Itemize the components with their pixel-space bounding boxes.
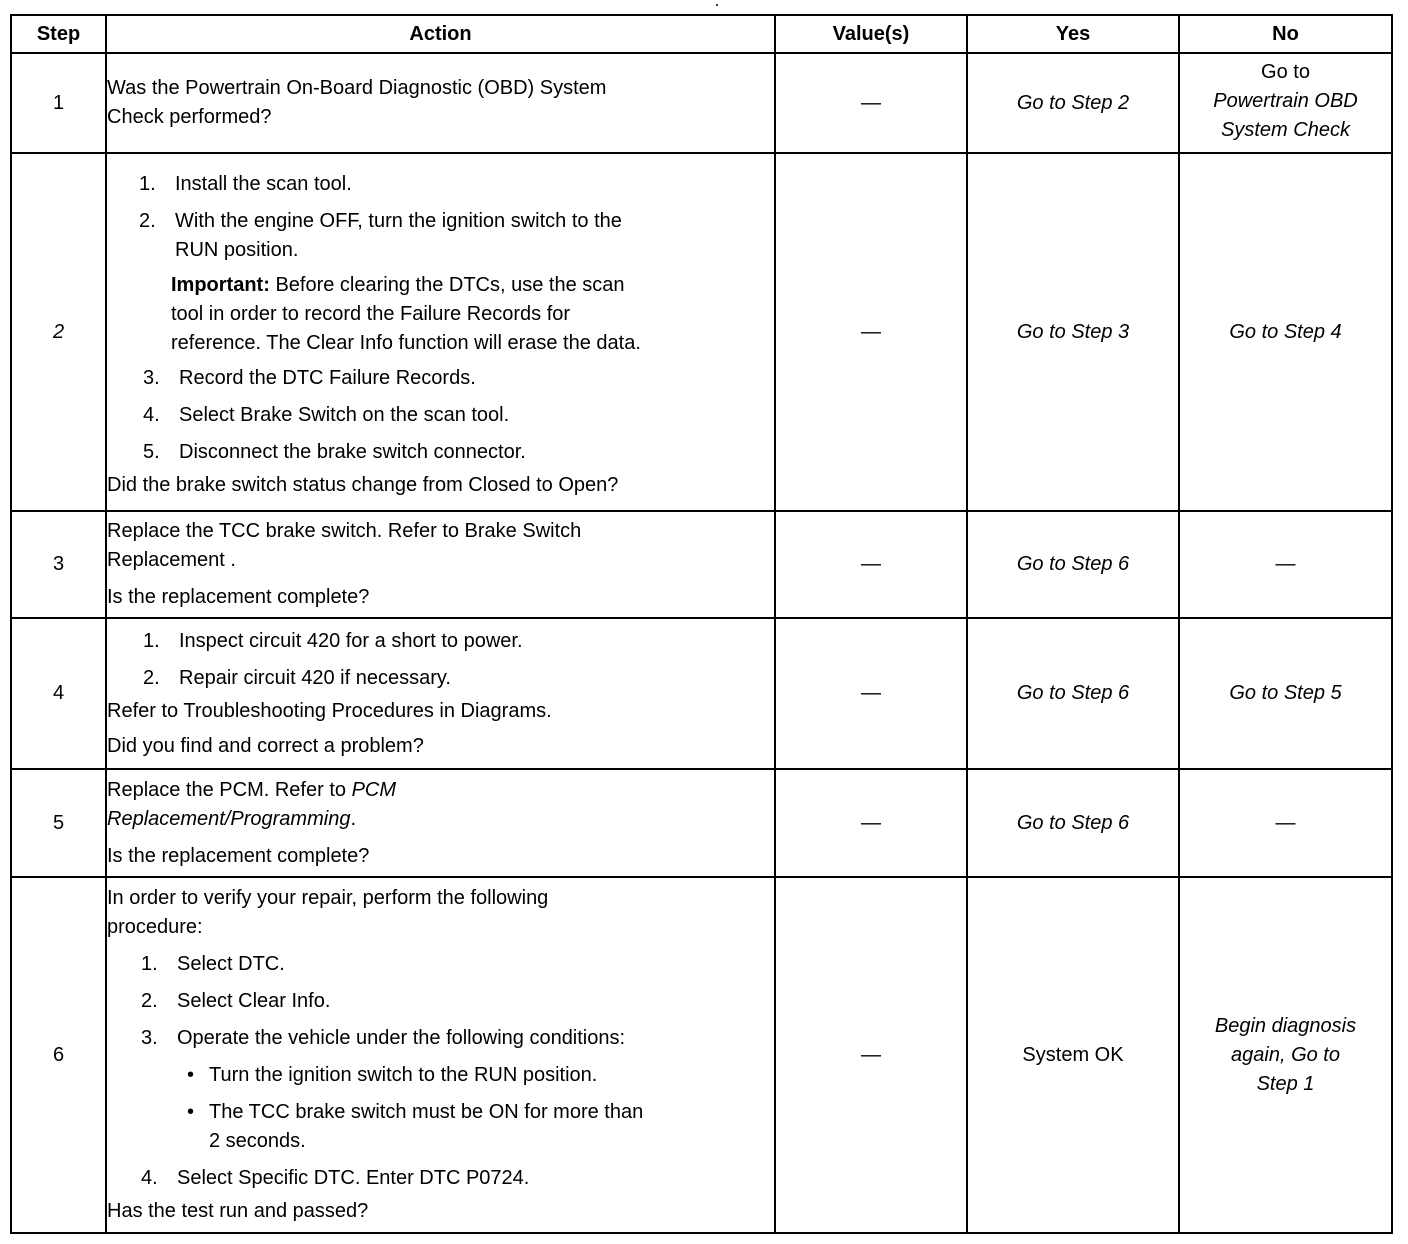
no-cell (1179, 53, 1392, 153)
important-note (107, 265, 774, 364)
action-text-italic: PCM (351, 778, 397, 801)
item-number: 4. (141, 1167, 158, 1189)
action-text (107, 776, 774, 805)
item-number: 3. (143, 367, 160, 389)
no-text: Go to (1261, 60, 1310, 83)
item-number: 5. (143, 441, 160, 463)
list-item (107, 987, 774, 1016)
list-item (107, 364, 774, 393)
item-number: 2. (143, 666, 160, 689)
no-cell (1179, 153, 1392, 511)
yes-cell (967, 153, 1179, 511)
bullet-mark: • (187, 1064, 195, 1086)
list-item (107, 950, 774, 979)
item-text-line: With the engine OFF, turn the ignition switch to the (175, 210, 622, 232)
yes-cell (967, 618, 1179, 769)
action-text-plain: Replace the PCM. Refer to (107, 778, 352, 801)
yes-cell (967, 769, 1179, 877)
question-text: Is the replacement complete? (107, 844, 370, 867)
step-number: 1 (11, 53, 106, 153)
action-cell (106, 53, 775, 153)
no-cell (1179, 877, 1392, 1233)
important-label: Important: (171, 274, 270, 296)
step-number: 4 (11, 618, 106, 769)
step-number: 5 (11, 769, 106, 877)
question-text: Is the replacement complete? (107, 586, 370, 608)
action-text: procedure: (107, 916, 203, 938)
no-text: Go to Step 4 (1229, 320, 1342, 343)
item-text: Disconnect the brake switch connector. (179, 441, 526, 463)
value-cell: — (775, 877, 967, 1233)
item-text: Select Brake Switch on the scan tool. (179, 404, 510, 426)
bullet-item (107, 1061, 774, 1090)
question-text: Has the test run and passed? (107, 1200, 369, 1222)
item-text: Repair circuit 420 if necessary. (179, 666, 451, 689)
no-text: Begin diagnosis (1214, 1014, 1357, 1037)
action-cell (106, 877, 775, 1233)
header-step: Step (11, 15, 106, 53)
list-item (107, 664, 774, 693)
bullet-text: Turn the ignition switch to the RUN position. (209, 1064, 598, 1086)
value-cell: — (775, 769, 967, 877)
action-cell (106, 769, 775, 877)
bullet-text (209, 1098, 774, 1156)
question-text: Did the brake switch status change from Closed to Open? (107, 474, 619, 496)
no-text: System Check (1221, 118, 1350, 141)
value-cell: — (775, 153, 967, 511)
important-text: tool in order to record the Failure Records for (171, 303, 571, 325)
action-text: In order to verify your repair, perform the following (107, 887, 549, 909)
yes-text: Go to Step 6 (1016, 682, 1130, 704)
value-cell: — (775, 53, 967, 153)
item-number: 2. (141, 990, 158, 1012)
scan-speck (716, 4, 718, 6)
action-text: Was the Powertrain On-Board Diagnostic (OBD) System (107, 77, 607, 99)
header-action: Action (106, 15, 775, 53)
action-text: Replacement . (107, 549, 236, 571)
table-row-step-1 (11, 53, 1392, 153)
no-cell (1179, 618, 1392, 769)
header-values: Value(s) (775, 15, 967, 53)
header-row (11, 15, 1392, 53)
table-row-step-4 (11, 618, 1392, 769)
yes-cell (967, 511, 1179, 618)
item-text: Select Specific DTC. Enter DTC P0724. (177, 1167, 530, 1189)
item-text (175, 207, 774, 265)
important-text: Before clearing the DTCs, use the scan (269, 274, 625, 296)
action-cell (106, 153, 775, 511)
yes-text: Go to Step 6 (1016, 811, 1130, 834)
no-cell (1179, 511, 1392, 618)
item-number: 2. (139, 210, 156, 232)
bullet-text-line: 2 seconds. (209, 1130, 306, 1152)
no-text: Go to Step 5 (1229, 682, 1342, 704)
diagnostic-table (10, 14, 1393, 1234)
no-text: Step 1 (1256, 1072, 1315, 1095)
step-number: 2 (11, 153, 106, 511)
action-text-italic: Replacement/Programming (107, 807, 351, 830)
action-text-plain: . (350, 807, 356, 830)
yes-text: System OK (1022, 1043, 1124, 1066)
no-cell (1179, 769, 1392, 877)
value-cell: — (775, 618, 967, 769)
diagnostic-table-sheet (10, 14, 1391, 1232)
bullet-text-line: The TCC brake switch must be ON for more than (209, 1101, 644, 1123)
list-item (107, 1164, 774, 1193)
action-cell (106, 618, 775, 769)
yes-cell (967, 53, 1179, 153)
table-row-step-6 (11, 877, 1392, 1233)
action-text (107, 805, 774, 834)
table-row-step-3 (11, 511, 1392, 618)
question-text: Did you find and correct a problem? (107, 734, 424, 757)
bullet-item (107, 1098, 774, 1156)
yes-text: Go to Step 2 (1016, 91, 1130, 114)
header-no: No (1179, 15, 1392, 53)
header-yes: Yes (967, 15, 1179, 53)
item-text: Install the scan tool. (175, 173, 352, 195)
item-text: Select DTC. (177, 953, 285, 975)
table-row-step-5 (11, 769, 1392, 877)
item-text: Select Clear Info. (177, 990, 331, 1012)
yes-cell (967, 877, 1179, 1233)
table-row-step-2 (11, 153, 1392, 511)
no-text: again, Go to (1231, 1043, 1340, 1066)
item-number: 3. (141, 1027, 158, 1049)
yes-text: Go to Step 6 (1016, 553, 1130, 575)
item-text: Inspect circuit 420 for a short to power. (179, 629, 523, 652)
step-number: 3 (11, 511, 106, 618)
item-text: Operate the vehicle under the following conditions: (177, 1027, 626, 1049)
important-text: reference. The Clear Info function will erase the data. (171, 332, 641, 354)
list-item (107, 207, 774, 265)
step-number: 6 (11, 877, 106, 1233)
yes-text: Go to Step 3 (1016, 320, 1130, 343)
action-text: Replace the TCC brake switch. Refer to Brake Switch (107, 520, 582, 542)
no-text: Powertrain OBD (1213, 89, 1358, 112)
list-item (107, 170, 774, 199)
no-text: — (1275, 811, 1296, 834)
action-cell (106, 511, 775, 618)
refer-text: Refer to Troubleshooting Procedures in Diagrams. (107, 699, 552, 722)
bullet-mark: • (187, 1101, 195, 1123)
item-number: 4. (143, 404, 160, 426)
list-item (107, 438, 774, 467)
item-number: 1. (143, 629, 160, 652)
list-item (107, 627, 774, 656)
action-text: Check performed? (107, 106, 272, 128)
list-item (107, 401, 774, 430)
item-text: Record the DTC Failure Records. (179, 367, 476, 389)
item-text-line: RUN position. (175, 239, 299, 261)
list-item (107, 1024, 774, 1053)
item-number: 1. (139, 173, 156, 195)
value-cell: — (775, 511, 967, 618)
no-text: — (1275, 553, 1296, 575)
item-number: 1. (141, 953, 158, 975)
